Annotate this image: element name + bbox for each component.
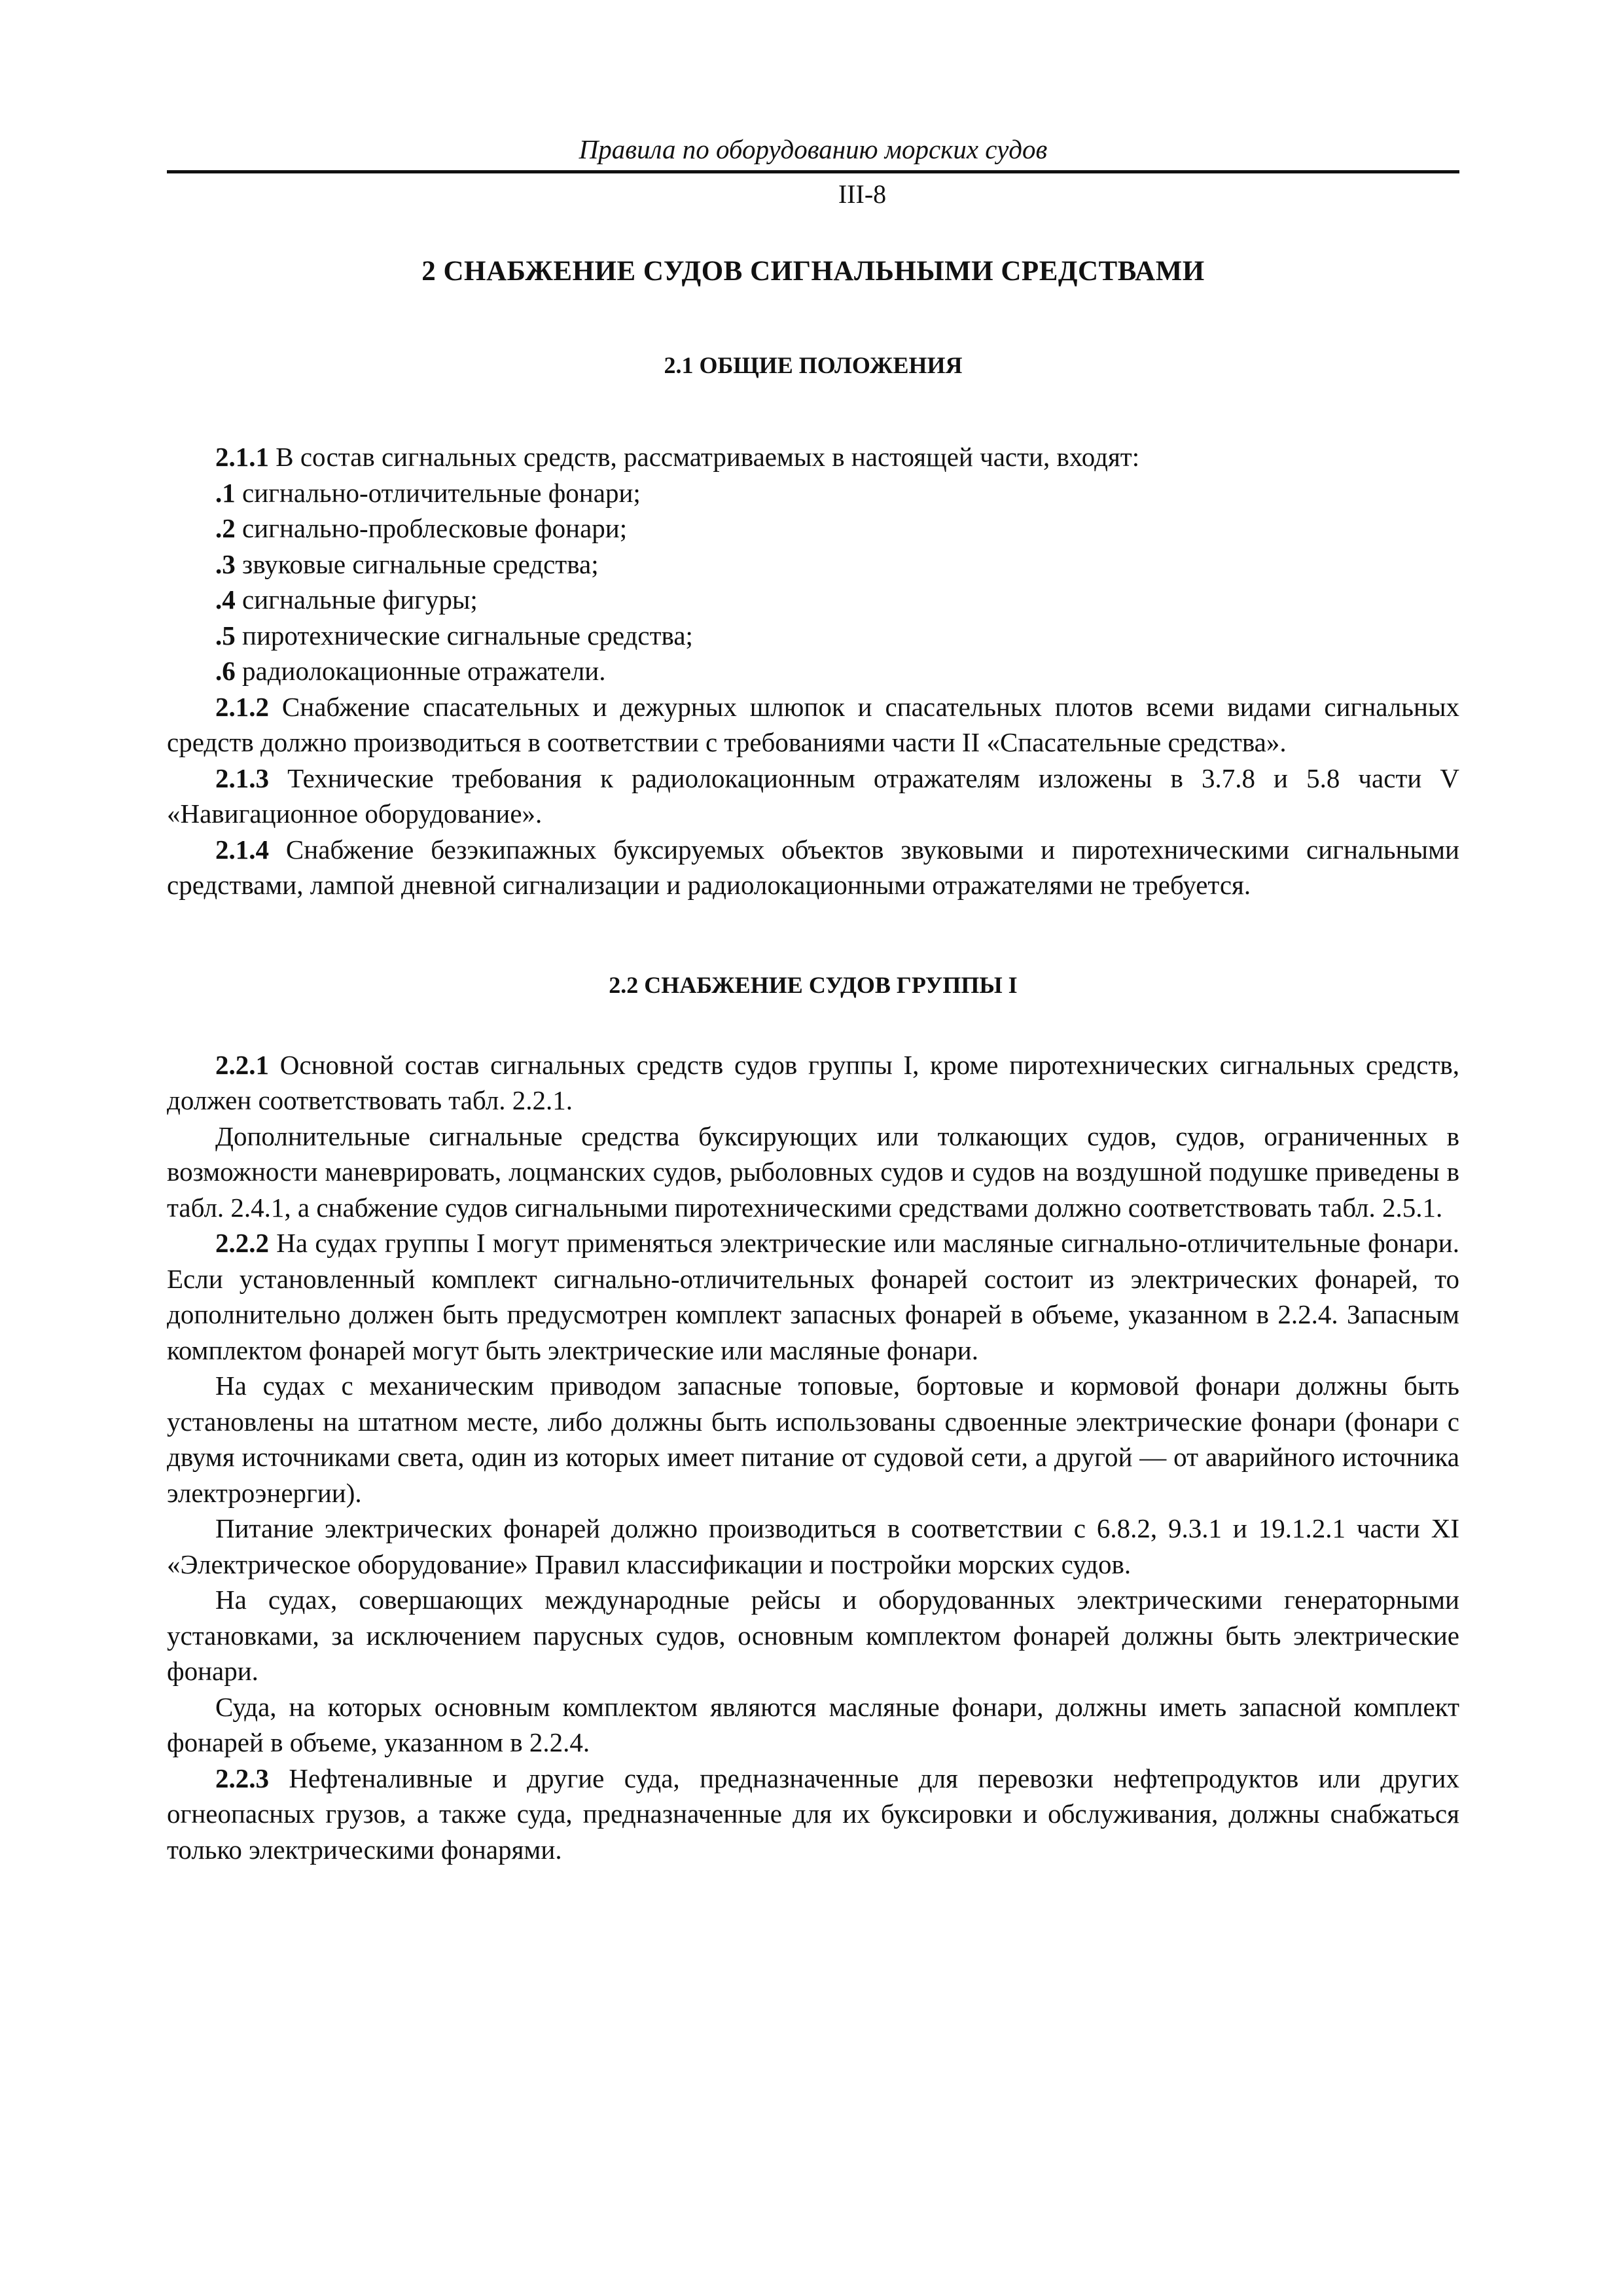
page-number: III-8 <box>838 179 887 209</box>
clause-number: 2.1.2 <box>215 691 269 722</box>
chapter-title: 2 СНАБЖЕНИЕ СУДОВ СИГНАЛЬНЫМИ СРЕДСТВАМИ <box>421 256 1205 287</box>
clause-number: 2.2.2 <box>215 1228 269 1258</box>
list-item-text: сигнальные фигуры; <box>235 584 478 615</box>
paragraph-2-1-1 <box>167 439 1459 475</box>
clause-text: На судах группы I могут применяться электрические или масляные сигнально-отличительные фонари. Если установленный комплект сигнально-отличительных фонарей состоит из электрических фонарей, то дополнительно должен быть предусмотрен комплект запасных фонарей в объеме, указанном в 2.2.4. Запасным комплектом фонарей могут быть электрические или масляные фонари. <box>167 1228 1459 1365</box>
list-item-number: .3 <box>215 548 236 579</box>
list-item-number: .6 <box>215 656 236 686</box>
document-page <box>167 131 1459 1867</box>
clause-text: Нефтеналивные и другие суда, предназначенные для перевозки нефтепродуктов или других огнеопасных грузов, а также суда, предназначенные для их буксировки и обслуживания, должны снабжаться только электрическими фонарями. <box>167 1763 1459 1865</box>
section-2-1-body <box>167 439 1459 903</box>
clause-number: 2.1.4 <box>215 834 269 865</box>
list-item-number: .4 <box>215 584 236 615</box>
clause-number: 2.1.3 <box>215 762 269 793</box>
list-item-number: .2 <box>215 513 236 543</box>
list-item <box>167 653 1459 689</box>
list-item-text: сигнально-отличительные фонари; <box>235 477 641 508</box>
clause-number: 2.2.3 <box>215 1763 269 1793</box>
clause-text: Основной состав сигнальных средств судов группы I, кроме пиротехнических сигнальных средств, должен соответствовать табл. 2.2.1. <box>167 1049 1459 1115</box>
clause-text: Технические требования к радиолокационным отражателям изложены в 3.7.8 и 5.8 части V «Навигационное оборудование». <box>167 762 1459 829</box>
paragraph-2-2-3 <box>167 1761 1459 1868</box>
paragraph-2-2-1 <box>167 1047 1459 1119</box>
list-item <box>167 582 1459 618</box>
paragraph: На судах, совершающих международные рейсы и оборудованных электрическими генераторными установками, за исключением парусных судов, основным комплектом фонарей должны быть электрические фонари. <box>167 1585 1459 1686</box>
list-item <box>167 547 1459 583</box>
clause-text: В состав сигнальных средств, рассматриваемых в настоящей части, входят: <box>269 442 1140 472</box>
paragraph: Суда, на которых основным комплектом являются масляные фонари, должны иметь запасной комплект фонарей в объеме, указанном в 2.2.4. <box>167 1691 1459 1757</box>
list-item <box>167 511 1459 547</box>
clause-number: 2.1.1 <box>215 442 269 472</box>
paragraph: На судах с механическим приводом запасные топовые, бортовые и кормовой фонари должны быть установлены на штатном месте, либо должны быть использованы сдвоенные электрические фонари (фонари с двумя источниками света, один из которых имеет питание от судовой сети, а другой — от аварийного источника электроэнергии). <box>167 1371 1459 1508</box>
list-item <box>167 475 1459 511</box>
paragraph: Дополнительные сигнальные средства буксирующих или толкающих судов, судов, ограниченных в возможности маневрировать, лоцманских судов, рыболовных судов и судов на воздушной подушке приведены в табл. 2.4.1, а снабжение судов сигнальными пиротехническими средствами должно соответствовать табл. 2.5.1. <box>167 1121 1459 1223</box>
list-item-text: пиротехнические сигнальные средства; <box>235 620 693 651</box>
list-item-text: звуковые сигнальные средства; <box>235 548 599 579</box>
clause-text: Снабжение безэкипажных буксируемых объектов звуковыми и пиротехническими сигнальными средствами, лампой дневной сигнализации и радиолокационными отражателями не требуется. <box>167 834 1459 900</box>
paragraph: Питание электрических фонарей должно производиться в соответствии с 6.8.2, 9.3.1 и 19.1.2.1 части XI «Электрическое оборудование» Правил классификации и постройки морских судов. <box>167 1513 1459 1579</box>
running-header: Правила по оборудованию морских судов <box>167 131 1459 173</box>
section-title-2-2: 2.2 СНАБЖЕНИЕ СУДОВ ГРУППЫ I <box>609 971 1018 998</box>
paragraph-2-1-4 <box>167 832 1459 903</box>
list-item-text: сигнально-проблесковые фонари; <box>235 513 628 543</box>
list-item-text: радиолокационные отражатели. <box>235 656 606 686</box>
clause-text: Снабжение спасательных и дежурных шлюпок и спасательных плотов всеми видами сигнальных средств должно производиться в соответствии с требованиями части II «Спасательные средства». <box>167 691 1459 757</box>
list-item-number: .5 <box>215 620 236 651</box>
clause-number: 2.2.1 <box>215 1049 269 1080</box>
section-2-2-body <box>167 1047 1459 1868</box>
paragraph-2-1-3 <box>167 761 1459 832</box>
list-item <box>167 618 1459 654</box>
paragraph-2-2-2 <box>167 1225 1459 1368</box>
list-item-number: .1 <box>215 477 236 508</box>
section-title-2-1: 2.1 ОБЩИЕ ПОЛОЖЕНИЯ <box>664 352 963 378</box>
paragraph-2-1-2 <box>167 689 1459 761</box>
